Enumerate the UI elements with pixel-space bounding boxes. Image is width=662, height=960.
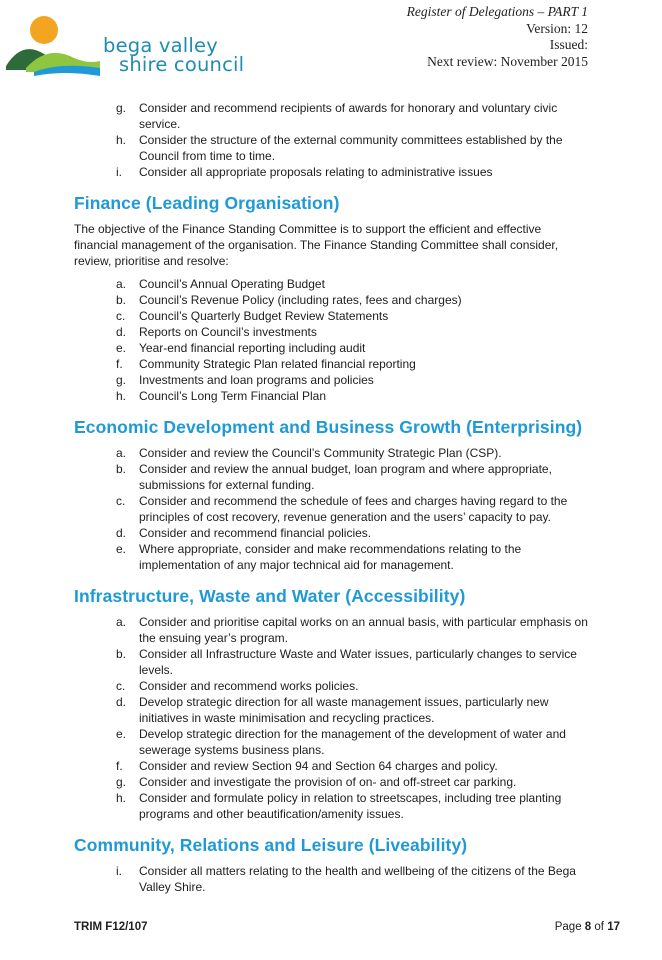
list-item: [74, 340, 588, 356]
list-item: [74, 726, 588, 758]
item-marker: c.: [116, 309, 126, 323]
list-item: [74, 356, 588, 372]
list-item: [74, 324, 588, 340]
infrastructure-list: [74, 614, 588, 822]
section-heading-economic: Economic Development and Business Growth (Enterprising): [74, 417, 583, 437]
document-body: [74, 100, 588, 895]
item-text: Consider and review the annual budget, loan program and where appropriate, submissions for external funding.: [139, 462, 552, 492]
logo-line1: bega valley: [103, 34, 218, 57]
carryover-list: [74, 100, 588, 180]
item-text: Consider and investigate the provision of on- and off-street car parking.: [139, 775, 517, 789]
item-marker: e.: [116, 727, 127, 741]
page-total: 17: [607, 921, 620, 933]
list-item: [74, 525, 588, 541]
item-marker: b.: [116, 293, 127, 307]
item-marker: g.: [116, 373, 127, 387]
item-text: Council’s Long Term Financial Plan: [139, 389, 326, 403]
community-list: [74, 863, 588, 895]
item-marker: h.: [116, 791, 127, 805]
list-item: [74, 292, 588, 308]
logo-line2: shire council: [119, 53, 245, 76]
item-marker: i.: [116, 864, 122, 878]
footer-trim: TRIM F12/107: [74, 921, 148, 933]
doc-next-review: Next review: November 2015: [427, 53, 588, 69]
item-marker: b.: [116, 647, 127, 661]
section-heading-infrastructure: Infrastructure, Waste and Water (Accessibility): [74, 586, 466, 606]
page-current: 8: [584, 921, 592, 933]
item-text: Consider all appropriate proposals relating to administrative issues: [139, 165, 493, 179]
item-marker: d.: [116, 526, 127, 540]
item-text: Reports on Council’s investments: [139, 325, 317, 339]
list-item: [74, 758, 588, 774]
logo-hills-icon: [4, 14, 104, 78]
item-marker: h.: [116, 389, 127, 403]
list-item: [74, 445, 588, 461]
item-text: Council’s Revenue Policy (including rates, fees and charges): [139, 293, 462, 307]
finance-list: [74, 276, 588, 404]
item-text: Consider and recommend financial policies.: [139, 526, 372, 540]
item-marker: a.: [116, 277, 127, 291]
page-word: Page: [554, 921, 582, 933]
item-text: Consider all matters relating to the health and wellbeing of the citizens of the Bega Valley Shire.: [139, 864, 576, 894]
item-text: Develop strategic direction for all waste management issues, particularly new initiatives in waste minimisation and recycling practices.: [139, 695, 549, 725]
list-item: [74, 132, 588, 164]
item-marker: a.: [116, 615, 127, 629]
item-marker: i.: [116, 165, 122, 179]
item-text: Consider and prioritise capital works on an annual basis, with particular emphasis on the ensuing year’s program.: [139, 615, 588, 645]
list-item: [74, 774, 588, 790]
list-item: [74, 863, 588, 895]
list-item: [74, 100, 588, 132]
item-marker: b.: [116, 462, 127, 476]
item-marker: a.: [116, 446, 127, 460]
item-text: Investments and loan programs and policies: [139, 373, 374, 387]
item-text: Consider and recommend works policies.: [139, 679, 359, 693]
list-item: [74, 694, 588, 726]
list-item: [74, 493, 588, 525]
item-marker: g.: [116, 101, 127, 115]
list-item: [74, 388, 588, 404]
document-meta: [407, 4, 588, 70]
doc-issued: Issued:: [549, 37, 588, 52]
list-item: [74, 790, 588, 822]
item-text: Consider all Infrastructure Waste and Water issues, particularly changes to service levels.: [139, 647, 577, 677]
item-marker: e.: [116, 542, 127, 556]
item-marker: h.: [116, 133, 127, 147]
item-text: Develop strategic direction for the management of the development of water and sewerage systems business plans.: [139, 727, 566, 757]
item-text: Consider and formulate policy in relation to streetscapes, including tree planting programs and other beautification/amenity issues.: [139, 791, 562, 821]
item-text: Consider and review Section 94 and Section 64 charges and policy.: [139, 759, 498, 773]
logo-wordmark: [103, 36, 244, 74]
footer-page-number: [555, 921, 620, 933]
item-marker: c.: [116, 494, 126, 508]
list-item: [74, 678, 588, 694]
list-item: [74, 276, 588, 292]
doc-title: Register of Delegations – PART 1: [406, 4, 588, 19]
list-item: [74, 541, 588, 573]
item-text: Council’s Annual Operating Budget: [139, 277, 325, 291]
item-text: Consider and review the Council’s Community Strategic Plan (CSP).: [139, 446, 502, 460]
page-of: of: [594, 921, 604, 933]
list-item: [74, 614, 588, 646]
item-marker: f.: [116, 759, 123, 773]
item-text: Consider the structure of the external community committees established by the Council from time to time.: [139, 133, 563, 163]
list-item: [74, 461, 588, 493]
item-marker: e.: [116, 341, 127, 355]
list-item: [74, 308, 588, 324]
section-heading-community: Community, Relations and Leisure (Liveability): [74, 835, 468, 855]
item-text: Consider and recommend the schedule of fees and charges having regard to the principles of cost recovery, revenue generation and the users’ capacity to pay.: [139, 494, 568, 524]
council-logo: [4, 14, 254, 78]
item-text: Where appropriate, consider and make recommendations relating to the implementation of any major technical aid for management.: [139, 542, 522, 572]
doc-version: Version: 12: [526, 20, 588, 36]
item-marker: g.: [116, 775, 127, 789]
list-item: [74, 646, 588, 678]
item-marker: c.: [116, 679, 126, 693]
item-marker: d.: [116, 695, 127, 709]
item-text: Consider and recommend recipients of awards for honorary and voluntary civic service.: [139, 101, 558, 131]
item-text: Council’s Quarterly Budget Review Statements: [139, 309, 389, 323]
item-marker: d.: [116, 325, 127, 339]
item-text: Year-end financial reporting including audit: [139, 341, 366, 355]
economic-list: [74, 445, 588, 573]
section-heading-finance: Finance (Leading Organisation): [74, 193, 340, 213]
section-intro-finance: The objective of the Finance Standing Committee is to support the efficient and effective financial management of the organisation. The Finance Standing Committee shall consider, review, prioritise and resolve:: [74, 222, 559, 268]
list-item: [74, 164, 588, 180]
item-marker: f.: [116, 357, 123, 371]
list-item: [74, 372, 588, 388]
item-text: Community Strategic Plan related financial reporting: [139, 357, 416, 371]
